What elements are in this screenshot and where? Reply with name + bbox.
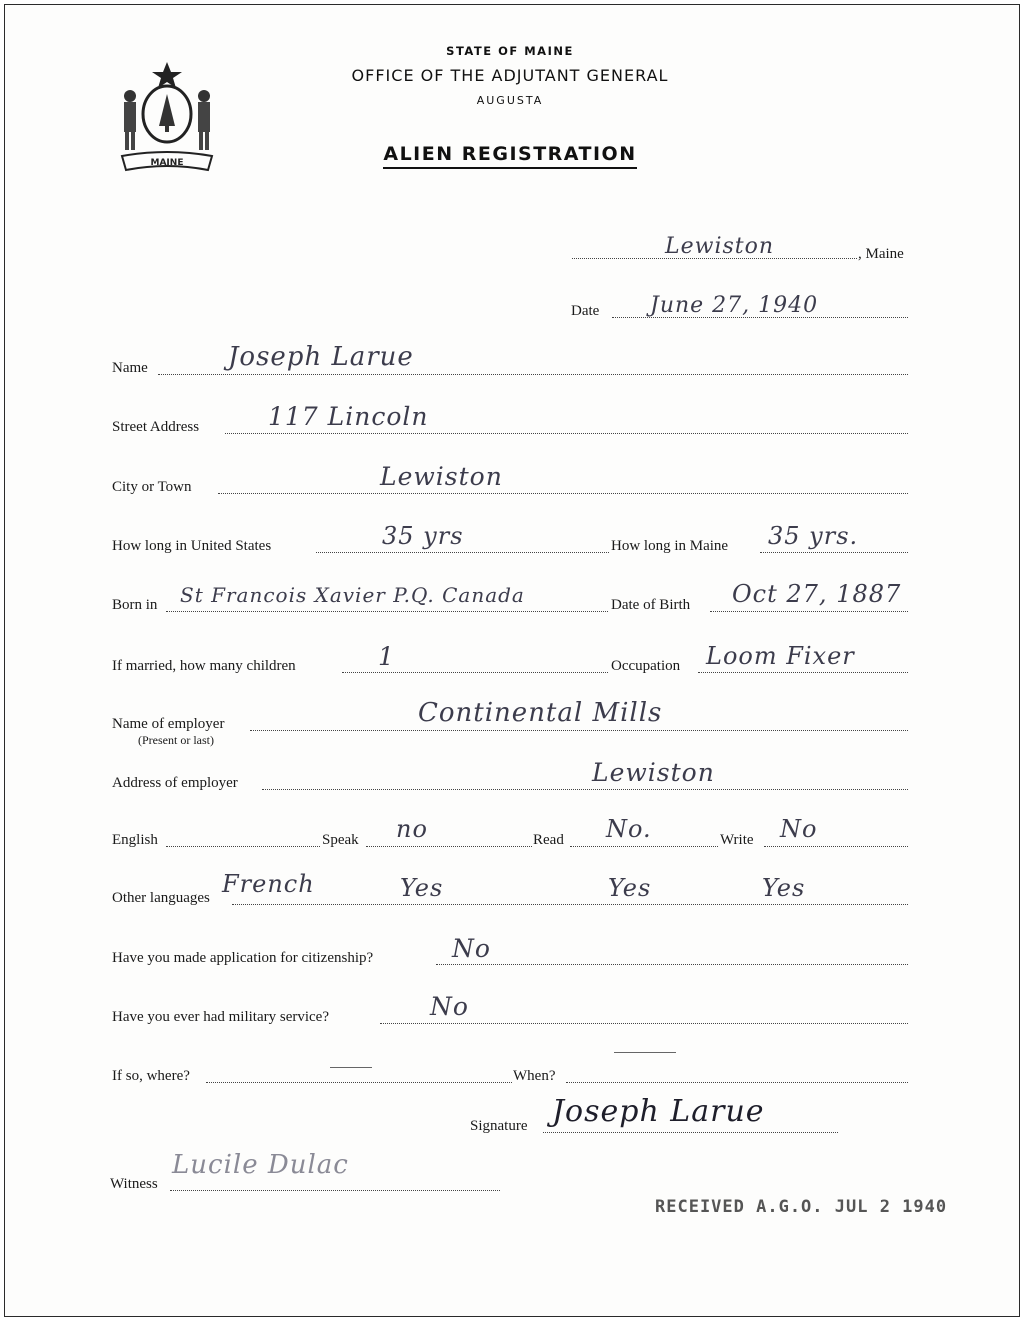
citizenship-label: Have you made application for citizenship? <box>112 950 374 966</box>
employer-address-label: Address of employer <box>112 775 238 791</box>
citizenship-line <box>436 964 908 965</box>
date-label: Date <box>571 303 600 319</box>
occupation-value: Loom Fixer <box>706 642 855 670</box>
street-line <box>225 433 908 434</box>
when-dash <box>614 1052 676 1053</box>
how-long-us-line <box>316 552 609 553</box>
military-line <box>380 1023 908 1024</box>
received-stamp: RECEIVED A.G.O. JUL 2 1940 <box>655 1197 948 1217</box>
english-line <box>166 846 320 847</box>
employer-sublabel: (Present or last) <box>138 733 214 747</box>
how-long-maine-label: How long in Maine <box>611 538 729 554</box>
employer-label: Name of employer <box>112 716 225 732</box>
speak-line <box>366 846 532 847</box>
english-speak-value: no <box>396 815 428 843</box>
other-language-write-value: Yes <box>762 874 806 902</box>
english-read-value: No. <box>606 815 652 843</box>
english-write-value: No <box>780 815 818 843</box>
location-suffix: , Maine <box>858 246 904 262</box>
street-value: 117 Lincoln <box>268 402 429 431</box>
signature-label: Signature <box>470 1118 528 1134</box>
location-value: Lewiston <box>665 234 775 259</box>
children-label: If married, how many children <box>112 658 296 674</box>
born-in-value: St Francois Xavier P.Q. Canada <box>180 583 525 607</box>
born-in-line <box>166 611 608 612</box>
witness-line <box>170 1190 500 1191</box>
office-heading: OFFICE OF THE ADJUTANT GENERAL <box>351 66 669 85</box>
write-line <box>764 846 908 847</box>
dob-label: Date of Birth <box>611 597 691 613</box>
other-languages-label: Other languages <box>112 890 210 906</box>
occupation-label: Occupation <box>611 658 681 674</box>
read-label: Read <box>533 832 564 848</box>
city-label: City or Town <box>112 479 192 495</box>
where-dash <box>330 1067 372 1068</box>
name-value: Joseph Larue <box>228 342 414 372</box>
name-line <box>158 374 908 375</box>
occupation-line <box>698 672 908 673</box>
when-line <box>566 1082 908 1083</box>
form-title <box>300 143 720 165</box>
how-long-us-value: 35 yrs <box>382 522 464 550</box>
speak-label: Speak <box>322 832 359 848</box>
how-long-us-label: How long in United States <box>112 538 272 554</box>
military-value: No <box>430 992 469 1021</box>
where-label: If so, where? <box>112 1068 190 1084</box>
how-long-maine-value: 35 yrs. <box>768 522 859 550</box>
citizenship-value: No <box>452 934 491 963</box>
seal-banner-text: MAINE <box>150 158 184 168</box>
military-label: Have you ever had military service? <box>112 1009 329 1025</box>
name-label: Name <box>112 360 148 376</box>
when-label: When? <box>513 1068 556 1084</box>
where-line <box>206 1082 512 1083</box>
employer-value: Continental Mills <box>418 698 663 728</box>
city-line <box>218 493 908 494</box>
witness-label: Witness <box>110 1176 158 1192</box>
street-label: Street Address <box>112 419 200 435</box>
other-languages-line <box>232 904 908 905</box>
signature-value: Joseph Larue <box>552 1094 765 1129</box>
english-label: English <box>112 832 158 848</box>
employer-address-line <box>262 789 908 790</box>
other-language-speak-value: Yes <box>400 874 444 902</box>
state-heading: STATE OF MAINE <box>446 44 574 58</box>
children-value: 1 <box>378 642 395 671</box>
employer-address-value: Lewiston <box>592 758 715 787</box>
dob-line <box>710 611 908 612</box>
form-title-text: ALIEN REGISTRATION <box>383 143 636 169</box>
city-heading: AUGUSTA <box>476 94 544 107</box>
witness-value: Lucile Dulac <box>172 1150 349 1180</box>
other-language-value: French <box>222 870 315 898</box>
children-line <box>342 672 608 673</box>
born-in-label: Born in <box>112 597 158 613</box>
dob-value: Oct 27, 1887 <box>732 580 902 608</box>
maine-state-seal-icon <box>112 56 222 176</box>
date-value: June 27, 1940 <box>650 293 819 318</box>
signature-line <box>543 1132 838 1133</box>
employer-line <box>250 730 908 731</box>
read-line <box>570 846 718 847</box>
write-label: Write <box>720 832 754 848</box>
how-long-maine-line <box>760 552 908 553</box>
city-value: Lewiston <box>380 462 503 491</box>
other-language-read-value: Yes <box>608 874 652 902</box>
